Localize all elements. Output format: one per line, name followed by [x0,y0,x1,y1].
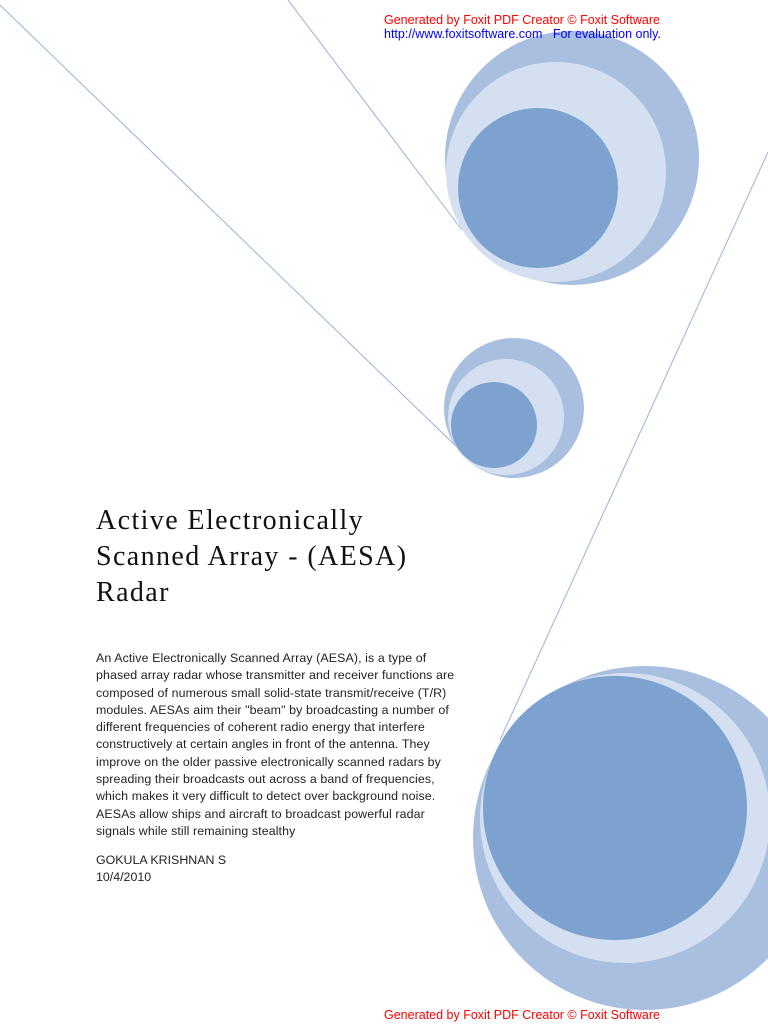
watermark-creator-text: Generated by Foxit PDF Creator © Foxit Software [384,13,660,27]
title-line-3: Radar [96,577,170,608]
circle-small-middle [444,338,584,478]
diagonal-line-left [0,5,462,452]
circle-large-bottom [473,666,768,1010]
circle-large-top [445,31,699,285]
foxit-watermark-top [384,13,661,41]
title-line-1: Active Electronically [96,505,365,536]
document-abstract: An Active Electronically Scanned Array (AESA), is a type of phased array radar whose transmitter and receiver functions are composed of numerous small solid-state transmit/receive (T/R) modules. AESAs aim their "beam" by broadcasting a number of different frequencies of coherent radio energy that interfere constructively at certain angles in front of the antenna. They improve on the older passive electronically scanned radars by spreading their broadcasts out across a band of frequencies, which makes it very difficult to detect over background noise. AESAs allow ships and aircraft to broadcast powerful radar signals while still remaining stealthy [96,651,455,838]
watermark-period: . [657,27,661,41]
author-name: GOKULA KRISHNAN S [96,853,227,867]
title-line-2: Scanned Array - (AESA) [96,541,408,572]
watermark-creator-text-bottom: Generated by Foxit PDF Creator © Foxit Software [384,1008,660,1022]
watermark-url-link[interactable]: http://www.foxitsoftware.com [384,27,543,41]
author-block [96,852,226,887]
foxit-watermark-bottom [384,1008,660,1022]
watermark-evaluation-text: For evaluation only [552,27,658,41]
document-title [96,503,456,611]
document-date: 10/4/2010 [96,870,152,885]
